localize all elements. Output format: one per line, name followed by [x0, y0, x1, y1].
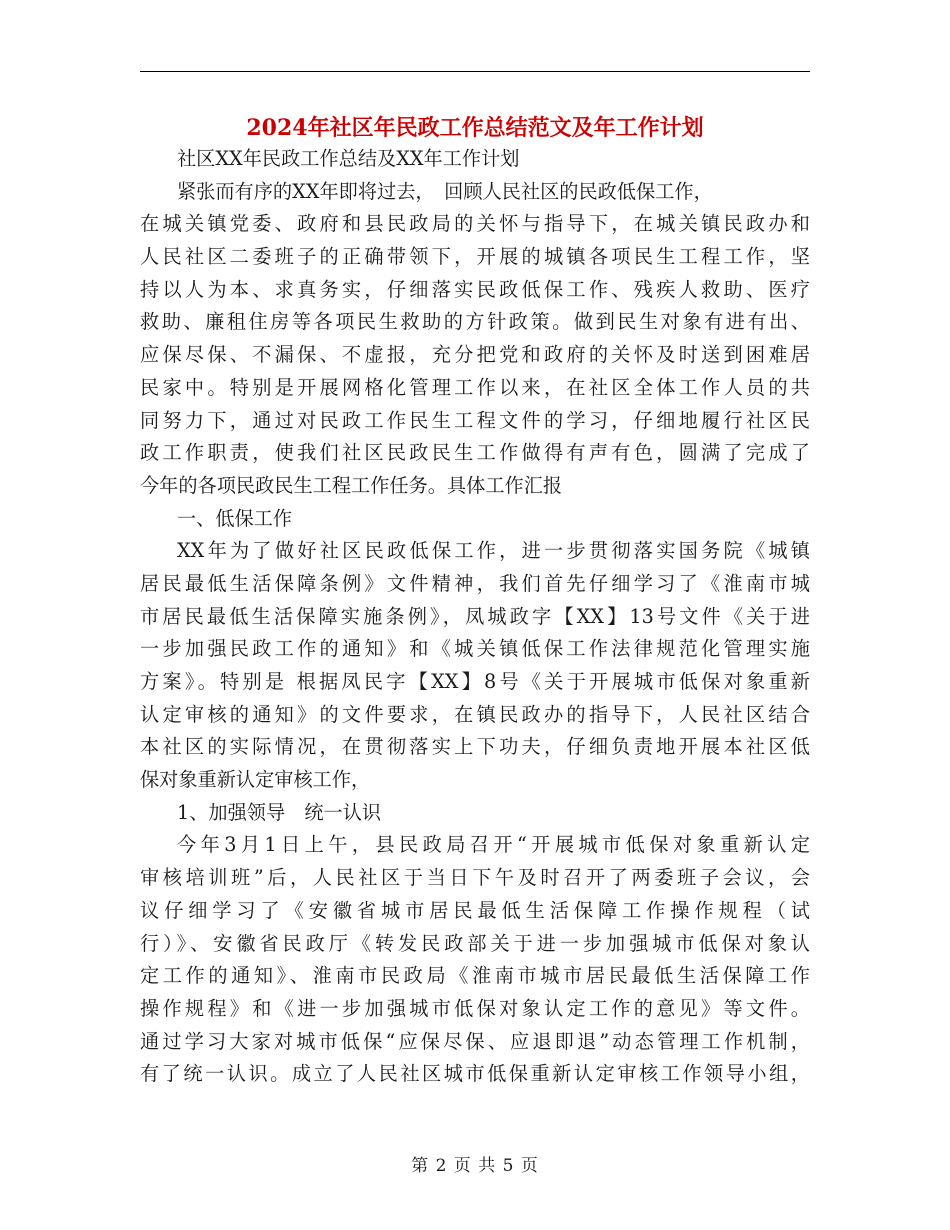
text-line: 救助、廉租住房等各项民生救助的方针政策。做到民生对象有进有出、 — [140, 310, 810, 334]
text-line: 行）》、安徽省民政厅《转发民政部关于进一步加强城市低保对象认 — [140, 931, 810, 955]
text-line: 方案》。特别是 根据凤民字【XX】8号《关于开展城市低保对象重新 — [140, 670, 810, 693]
text-line: 今年3月1日上午，县民政局召开“开展城市低保对象重新认定 — [177, 833, 810, 857]
text-line: 居民最低生活保障条例》文件精神，我们首先仔细学习了《淮南市城 — [140, 571, 810, 595]
text-line: XX年为了做好社区民政低保工作，进一步贯彻落实国务院《城镇 — [177, 539, 810, 563]
text-line: 今年的各项民政民生工程工作任务。具体工作汇报 — [140, 473, 563, 497]
text-line: 政工作职责，使我们社区民政民生工作做得有声有色，圆满了完成了 — [140, 441, 810, 465]
text-line: 民家中。特别是开展网格化管理工作以来，在社区全体工作人员的共 — [140, 375, 810, 399]
text-line: 应保尽保、不漏保、不虚报，充分把党和政府的关怀及时送到困难居 — [140, 343, 810, 367]
text-line: 社区XX年民政工作总结及XX年工作计划 — [177, 147, 520, 170]
text-line: 认定审核的通知》的文件要求，在镇民政办的指导下，人民社区结合 — [140, 702, 810, 726]
text-line: 1、加强领导 统一认识 — [177, 800, 382, 824]
text-line: 保对象重新认定审核工作， — [140, 768, 371, 792]
text-line: 本社区的实际情况，在贯彻落实上下功夫，仔细负责地开展本社区低 — [140, 735, 810, 759]
text-line: 审核培训班”后，人民社区于当日下午及时召开了两委班子会议，会 — [140, 866, 810, 890]
text-line: 有了统一认识。成立了人民社区城市低保重新认定审核工作领导小组， — [140, 1062, 810, 1086]
text-line: 同努力下，通过对民政工作民生工程文件的学习，仔细地履行社区民 — [140, 408, 810, 432]
text-line: 一步加强民政工作的通知》和《城关镇低保工作法律规范化管理实施 — [140, 637, 810, 661]
text-line: 市居民最低生活保障实施条例》，凤城政字【XX】13号文件《关于进 — [140, 604, 810, 628]
text-line: 通过学习大家对城市低保“应保尽保、应退即退”动态管理工作机制， — [140, 1029, 810, 1053]
text-line: 在城关镇党委、政府和县民政局的关怀与指导下，在城关镇民政办和 — [140, 212, 810, 236]
text-line: 操作规程》和《进一步加强城市低保对象认定工作的意见》等文件。 — [140, 996, 810, 1020]
header-rule — [140, 71, 810, 72]
text-line: 紧张而有序的XX年即将过去， 回顾人民社区的民政低保工作， — [177, 179, 713, 203]
text-line: 议仔细学习了《安徽省城市居民最低生活保障工作操作规程（试 — [140, 898, 810, 922]
document-title: 2024年社区年民政工作总结范文及年工作计划 — [246, 115, 704, 141]
text-line: 一、低保工作 — [177, 506, 293, 530]
text-line: 定工作的通知》、淮南市民政局《淮南市城市居民最低生活保障工作 — [140, 964, 810, 988]
document-body — [140, 143, 810, 1091]
text-line: 持以人为本、求真务实，仔细落实民政低保工作、残疾人救助、医疗 — [140, 277, 810, 301]
page-footer: 第 2 页 共 5 页 — [411, 1156, 539, 1176]
text-line: 人民社区二委班子的正确带领下，开展的城镇各项民生工程工作，坚 — [140, 245, 810, 269]
